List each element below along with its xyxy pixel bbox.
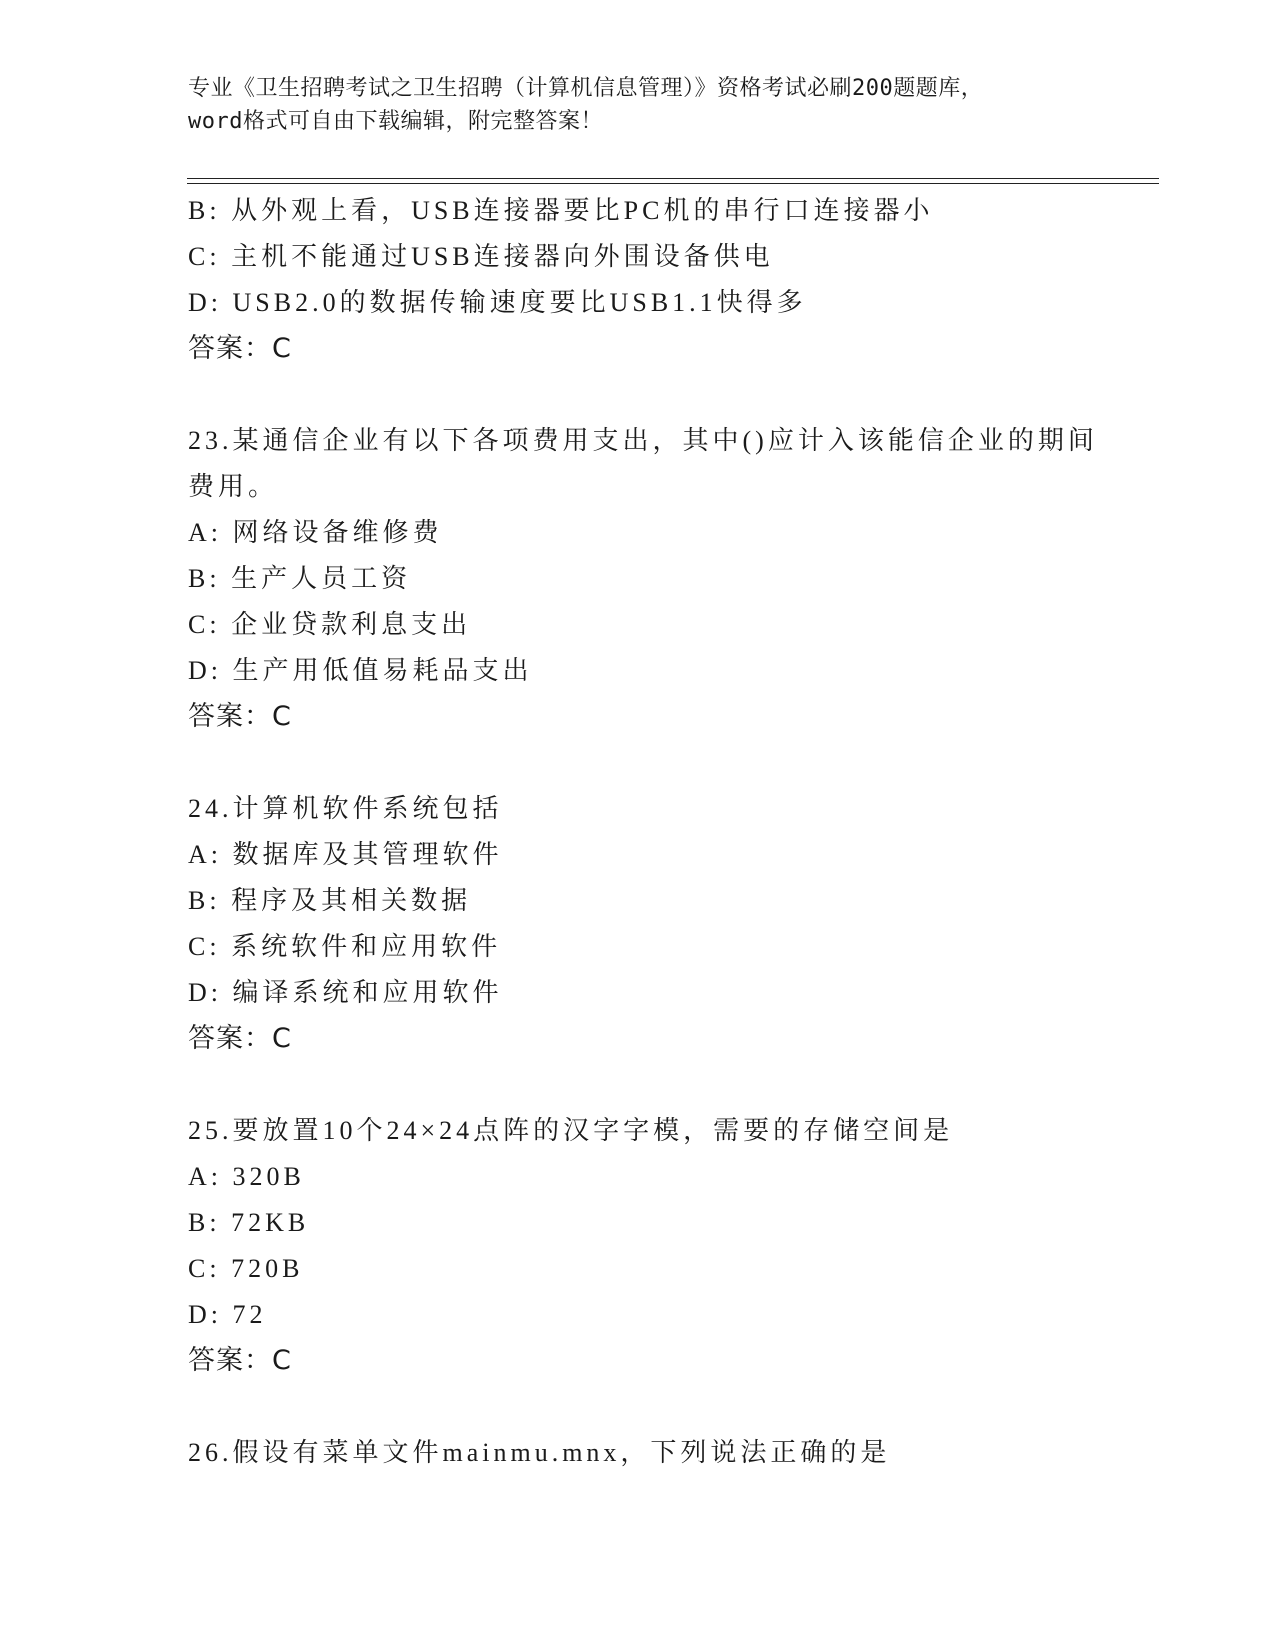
- option-c: C: 企业贷款利息支出: [188, 610, 472, 639]
- spacer: [188, 1062, 1128, 1108]
- option-b: B: 72KB: [188, 1208, 310, 1237]
- header-rule-top: [187, 178, 1159, 179]
- option-c: C: 系统软件和应用软件: [188, 932, 502, 961]
- question-stem: 23.某通信企业有以下各项费用支出，其中()应计入该能信企业的期间: [188, 426, 1098, 455]
- spacer: [188, 740, 1128, 786]
- option-a: A: 数据库及其管理软件: [188, 840, 503, 869]
- header-rule-bottom: [187, 183, 1159, 184]
- question-23: [188, 418, 1128, 740]
- option-d: D: 编译系统和应用软件: [188, 978, 503, 1007]
- option-d: D: 生产用低值易耗品支出: [188, 656, 533, 685]
- header-line-1: 专业《卫生招聘考试之卫生招聘（计算机信息管理）》资格考试必刷200题题库，: [188, 76, 984, 101]
- answer: 答案：C: [188, 1023, 292, 1054]
- question-list: [188, 188, 1128, 1476]
- option-d: D: 72: [188, 1300, 267, 1329]
- option-c: C: 720B: [188, 1254, 304, 1283]
- option-b: B: 程序及其相关数据: [188, 886, 472, 915]
- option-d: D: USB2.0的数据传输速度要比USB1.1快得多: [188, 288, 807, 317]
- answer: 答案：C: [188, 333, 292, 364]
- header-line-2: word格式可自由下载编辑，附完整答案！: [188, 109, 603, 134]
- question-24: [188, 786, 1128, 1062]
- question-stem: 24.计算机软件系统包括: [188, 794, 503, 823]
- document-header: [188, 72, 1088, 138]
- question-stem-continued: 费用。: [188, 472, 279, 501]
- question-26: [188, 1430, 1128, 1476]
- option-a: A: 网络设备维修费: [188, 518, 443, 547]
- spacer: [188, 372, 1128, 418]
- question-25: [188, 1108, 1128, 1384]
- answer: 答案：C: [188, 1345, 292, 1376]
- option-a: A: 320B: [188, 1162, 305, 1191]
- answer: 答案：C: [188, 701, 292, 732]
- question-stem: 26.假设有菜单文件mainmu.mnx，下列说法正确的是: [188, 1438, 891, 1467]
- option-b: B: 生产人员工资: [188, 564, 412, 593]
- question-stem: 25.要放置10个24×24点阵的汉字字模，需要的存储空间是: [188, 1116, 954, 1145]
- option-c: C: 主机不能通过USB连接器向外围设备供电: [188, 242, 774, 271]
- spacer: [188, 1384, 1128, 1430]
- option-b: B: 从外观上看，USB连接器要比PC机的串行口连接器小: [188, 196, 934, 225]
- question-22-continued: [188, 188, 1128, 372]
